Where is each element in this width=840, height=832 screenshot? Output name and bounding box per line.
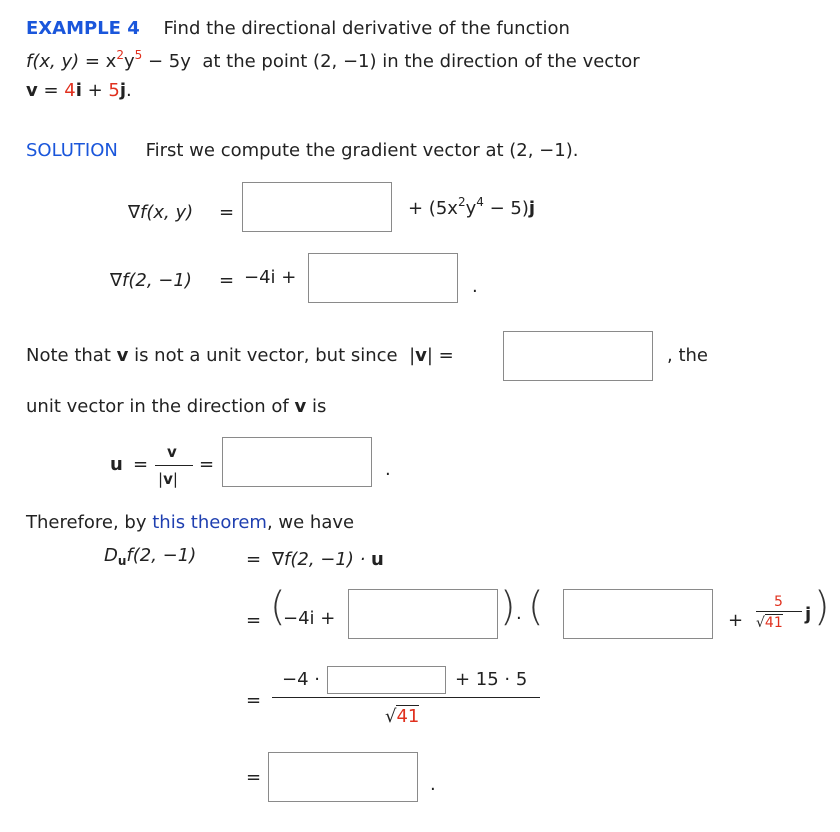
unit-frac-line [155,465,193,466]
deriv-frac-num: 5 [774,594,783,610]
unit-frac-den [158,468,178,490]
vector-plus: + [81,80,109,101]
deriv-line2-dot: · [516,608,522,629]
vector-5: 5 [108,80,120,101]
left-paren-2: ( [528,584,544,630]
deriv-num-a: −4 · [282,669,320,690]
vector-j: j [119,80,127,101]
solution-line [26,140,578,162]
gradient-period: . [472,276,478,297]
therefore-pre: Therefore, by [26,512,153,533]
solution-text: First we compute the gradient vector at (2, −1). [145,140,579,161]
example-intro: Find the directional derivative of the function [163,18,570,39]
example-heading [26,18,570,40]
note-line2 [26,396,326,418]
unit-u: u [110,454,123,475]
deriv-rhs [272,549,384,571]
function-eq: = x [79,51,117,72]
point-text: at the point (2, −1) in the direction of the vector [190,51,640,72]
gradient-rhs-a: + (5x [408,198,458,219]
note-v: v [116,345,129,366]
vector-v: v [26,80,38,101]
function-rest: − 5y [142,51,191,72]
deriv-num-b-text: + 15 · 5 [455,669,528,690]
vector-end: . [126,80,132,101]
unit-eq: = [133,454,149,475]
sqrt-sign-2: √ [385,706,397,727]
gradient-rhs-exp1: 2 [457,195,466,209]
note-line2-v: v [294,396,307,417]
deriv-d: D [104,545,118,566]
function-exp2: 5 [134,48,143,62]
theorem-link[interactable]: this theorem [152,512,267,533]
gradient-eq: = [219,202,235,223]
therefore-post: , we have [266,512,355,533]
unit-period: . [385,459,391,480]
function-y: y [123,51,135,72]
vector-line [26,80,132,102]
deriv-big-den [385,706,419,728]
gradient-rhs-j: j [528,198,536,219]
deriv-frac-den [756,612,783,634]
norm-v-input[interactable] [503,331,653,381]
vector-4: 4 [64,80,76,101]
gradient-rhs-exp2: 4 [476,195,484,209]
sqrt-sign-1: √ [756,615,765,631]
note-mid: is not a unit vector, but since | [128,345,416,366]
gradient-at-point-eq: = [219,270,235,291]
deriv-rhs-text: ∇f(2, −1) · [272,549,372,570]
right-paren-1: ) [500,584,516,630]
unit-den-post: | [172,470,178,488]
gradient-lhs [128,202,193,224]
deriv-rhs-u: u [371,549,384,570]
unit-den-pre: | [158,470,164,488]
function-line [26,48,640,73]
left-paren-1: ( [270,584,286,630]
function-exp1: 2 [116,48,124,62]
deriv-numerator-input[interactable] [327,666,446,694]
deriv-line2-eq: = [246,610,262,631]
vector-eq: = [37,80,65,101]
right-paren-2: ) [814,584,830,630]
deriv-big-den-value: 41 [396,706,420,727]
unit-eq2: = [199,454,215,475]
deriv-frac-den-value: 41 [764,615,783,631]
deriv-big-frac-line [272,697,540,698]
deriv-sub-u: u [117,554,127,568]
deriv-line2-plus: + [728,610,744,631]
unit-frac-num: v [167,443,177,461]
deriv-line2-input-b[interactable] [563,589,713,639]
deriv-line3-eq: = [246,690,262,711]
gradient-at-point-lhs: ∇f(2, −1) [110,270,192,291]
solution-label: SOLUTION [26,140,118,161]
deriv-line2-input-a[interactable] [348,589,498,639]
deriv-lhs-rest: f(2, −1) [126,545,197,566]
deriv-final-period: . [430,774,436,795]
vector-i: i [75,80,82,101]
gradient-i-input[interactable] [242,182,392,232]
therefore-line [26,512,354,534]
gradient-rhs [408,195,536,220]
deriv-line2-a: −4i + [283,608,336,629]
note-end: | = [426,345,454,366]
gradient-lhs-text: ∇f(x, y) [128,202,194,223]
note-comma-the: , the [667,345,708,366]
gradient-at-point-rhs: −4i + [244,267,297,288]
note-line2-pre: unit vector in the direction of [26,396,295,417]
gradient-rhs-c: − 5) [483,198,529,219]
deriv-num-b [455,669,527,691]
deriv-final-input[interactable] [268,752,418,802]
note-line2-end: is [306,396,327,417]
function-lhs: f(x, y) [26,51,80,72]
example-label: EXAMPLE 4 [26,18,140,39]
deriv-lhs [104,545,196,567]
deriv-line4-eq: = [246,767,262,788]
gradient-j-input[interactable] [308,253,458,303]
unit-vector-input[interactable] [222,437,372,487]
unit-den-v: v [163,470,173,488]
note-v2: v [415,345,427,366]
note-pre: Note that [26,345,117,366]
note-line [26,345,454,367]
deriv-line2-j: j [805,604,812,625]
deriv-eq: = [246,549,262,570]
gradient-rhs-b: y [465,198,477,219]
